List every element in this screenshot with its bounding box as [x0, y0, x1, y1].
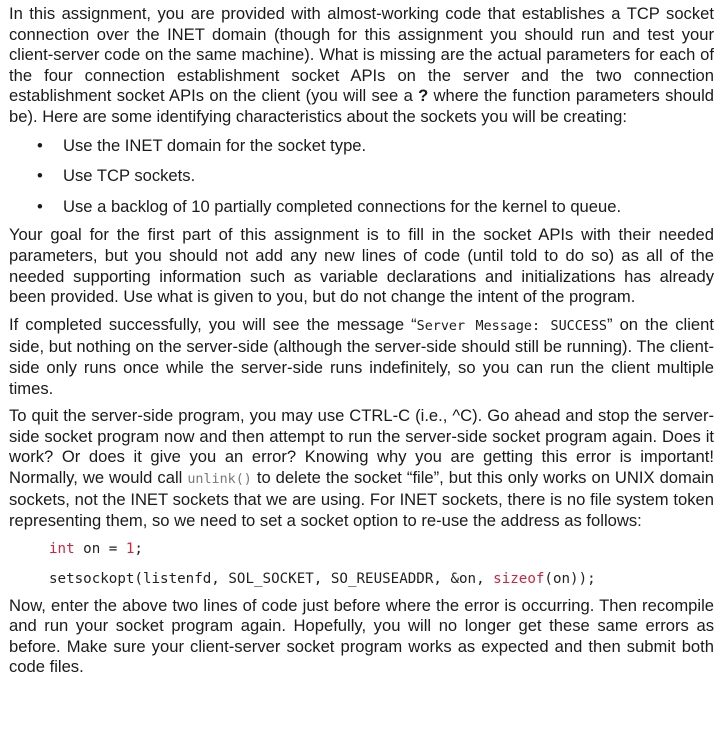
closing-paragraph: Now, enter the above two lines of code just before where the error is occurring. Then recompile and run your socket program again. Hopefully, you will no longer get these same errors as before. Make sure your client-server socket program works as expected and then submit both code files.	[9, 595, 714, 677]
int-keyword: int	[49, 540, 75, 557]
list-item-text: Use a backlog of 10 partially completed connections for the kernel to queue.	[63, 196, 622, 216]
list-item	[9, 197, 714, 218]
list-item-text: Use TCP sockets.	[63, 166, 196, 186]
list-item-text: Use the INET domain for the socket type.	[63, 135, 367, 155]
code-line-1-end: ;	[134, 540, 143, 557]
list-item	[9, 166, 714, 187]
quit-paragraph	[9, 406, 714, 532]
code-line-2-start: setsockopt(listenfd, SOL_SOCKET, SO_REUSEADDR, &on,	[49, 570, 494, 587]
question-mark: ?	[418, 86, 429, 106]
intro-text-part1: In this assignment, you are provided with almost-working code that establishes a TCP socket connection over the INET domain (though for this assignment you should run and test your client-server code on the same machine). What is missing are the actual parameters for each of the four connection establishment socket APIs on the server and the two connection establishment socket APIs on the client (you will see a	[9, 4, 714, 106]
success-text-after: ” on the client side, but nothing on the server-side (although the server-side should still be running). The client-side only runs once while the server-side runs indefinitely, so you can run the client multiple times.	[9, 314, 714, 398]
sizeof-keyword: sizeof	[493, 570, 545, 587]
quit-text-after: to delete the socket “file”, but this only works on UNIX domain sockets, not the INET sockets that we are using. For INET sockets, there is no file system token representing them, so we need to set a socket option to re-use the address as follows:	[9, 467, 715, 531]
code-line-1	[49, 540, 714, 558]
bullet-icon: •	[37, 166, 43, 186]
list-item	[9, 136, 714, 157]
goal-paragraph: Your goal for the first part of this assignment is to fill in the socket APIs with their needed parameters, but you should not add any new lines of code (until told to do so) as all of the needed supporting information such as variable declarations and initializations has already been provided. Use what is given to you, but do not change the intent of the program.	[9, 225, 714, 307]
server-message-code: Server Message: SUCCESS	[416, 318, 607, 334]
quit-text-before: To quit the server-side program, you may use CTRL-C (i.e., ^C). Go ahead and stop the server-side socket program now and then attempt to run the server-side socket program again. Does it work? Or does it give you an error? Knowing why you are getting this error is important! Normally, we would call	[9, 406, 714, 487]
success-paragraph	[9, 315, 714, 399]
intro-paragraph	[9, 4, 714, 128]
code-line-1-middle: on =	[74, 540, 126, 557]
unlink-code: unlink()	[187, 471, 252, 487]
code-snippet	[49, 540, 714, 588]
success-text-before: If completed successfully, you will see the message “	[9, 314, 417, 334]
intro-text-part2: where the function parameters should be). Here are some identifying characteristics about the sockets you will be creating:	[9, 86, 714, 126]
number-literal: 1	[125, 540, 135, 557]
characteristics-list	[9, 136, 714, 218]
bullet-icon: •	[37, 135, 43, 155]
code-line-2-end: (on));	[544, 570, 596, 587]
code-line-2	[49, 570, 714, 588]
bullet-icon: •	[37, 196, 43, 216]
